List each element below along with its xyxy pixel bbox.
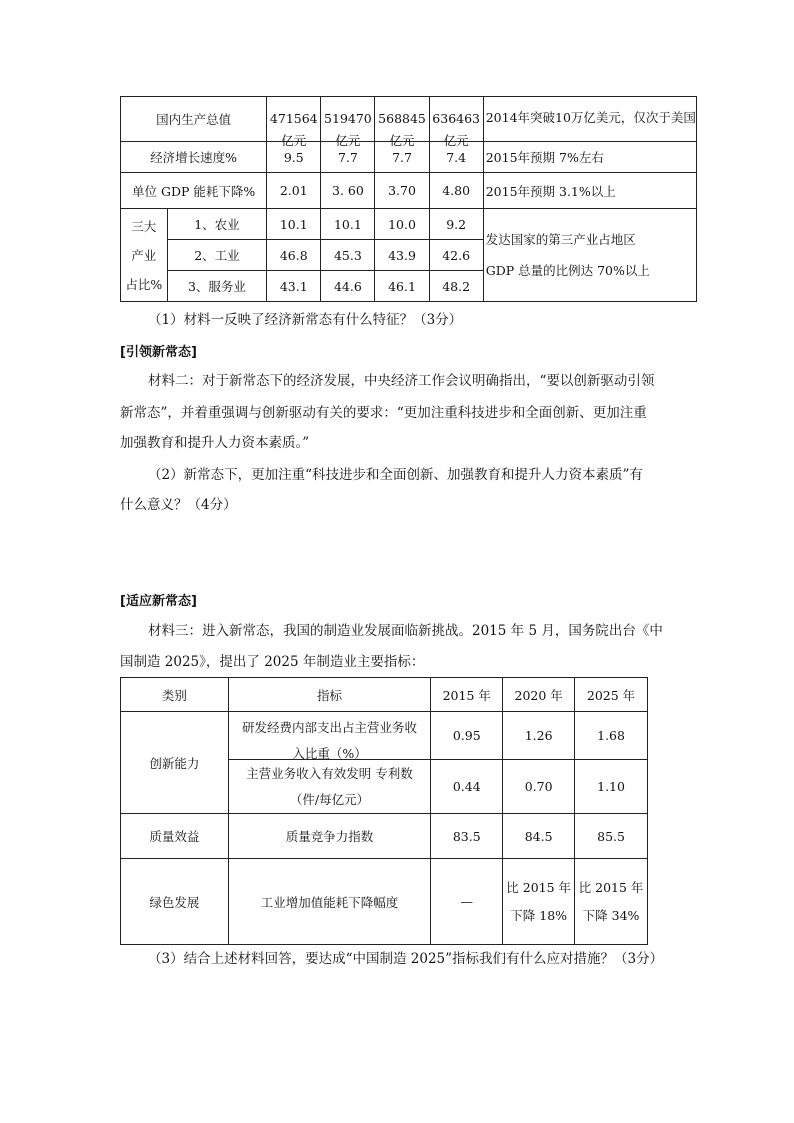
header-2015: 2015 年 bbox=[431, 678, 503, 712]
industry-label: 3、服务业 bbox=[167, 271, 267, 302]
energy-value: 4.80 bbox=[429, 173, 483, 209]
growth-value: 9.5 bbox=[267, 142, 321, 173]
table-row: 质量效益 质量竞争力指数 83.5 84.5 85.5 bbox=[121, 814, 648, 859]
industry-row: 三大 产业 占比% 1、农业 10.1 10.1 10.0 9.2 发达国家的第三产业占地区 GDP 总量的比例达 70%以上 bbox=[121, 209, 697, 240]
industry-row: 3、服务业 43.1 44.6 46.1 48.2 bbox=[121, 271, 697, 302]
category-quality: 质量效益 bbox=[121, 814, 229, 859]
indicator-text: 工业增加值能耗下降幅度 bbox=[228, 859, 431, 945]
industry-label: 1、农业 bbox=[167, 209, 267, 240]
growth-note: 2015年预期 7%左右 bbox=[483, 142, 696, 173]
growth-value: 7.7 bbox=[375, 142, 429, 173]
industry-note: 发达国家的第三产业占地区 GDP 总量的比例达 70%以上 bbox=[483, 209, 696, 302]
material-2-line: 材料二：对于新常态下的经济发展，中央经济工作会议明确指出，“要以创新驱动引领 bbox=[148, 373, 655, 389]
gdp-value: 568845 bbox=[378, 111, 426, 126]
energy-row bbox=[121, 173, 697, 209]
gdp-note: 2014年突破10万亿美元，仅次于美国 bbox=[485, 109, 696, 125]
table-row: 绿色发展 工业增加值能耗下降幅度 — 比 2015 年 下降 18% 比 2015 年 下降 34% bbox=[121, 859, 648, 945]
table-row: 主营业务收入有效发明 专利数 （件/每亿元） 0.44 0.70 1.10 bbox=[121, 760, 648, 814]
industry-label: 2、工业 bbox=[167, 240, 267, 271]
header-row bbox=[121, 678, 648, 712]
gdp-value: 519470 bbox=[324, 111, 372, 126]
indicator-text: 主营业务收入有效发明 专利数 bbox=[246, 765, 413, 781]
category-innovation: 创新能力 bbox=[121, 712, 229, 814]
indicator-text: 研发经费内部支出占主营业务收 bbox=[242, 719, 418, 735]
indicator-text: 质量竞争力指数 bbox=[228, 814, 431, 859]
section-heading-adapt: [适应新常态] bbox=[120, 594, 197, 609]
material-3-line: 材料三：进入新常态，我国的制造业发展面临新挑战。2015 年 5 月，国务院出台《中 bbox=[148, 623, 663, 639]
growth-value: 7.4 bbox=[429, 142, 483, 173]
question-2: （2）新常态下，更加注重“科技进步和全面创新、加强教育和提升人力资本素质”有 bbox=[148, 467, 643, 483]
header-2020: 2020 年 bbox=[503, 678, 575, 712]
gdp-value: 471564 bbox=[269, 111, 318, 126]
economic-data-table bbox=[120, 96, 697, 302]
table-row: 创新能力 研发经费内部支出占主营业务收 入比重（%） 0.95 1.26 1.68 bbox=[121, 712, 648, 760]
manufacturing-indicator-table bbox=[120, 677, 648, 945]
material-2-line: 新常态”，并着重强调与创新驱动有关的要求：“更加注重科技进步和全面创新、更加注重 bbox=[120, 405, 647, 421]
gdp-value: 636463 bbox=[432, 111, 481, 126]
industry-row: 2、工业 46.8 45.3 43.9 42.6 bbox=[121, 240, 697, 271]
gdp-row: 国内生产总值 471564 亿元 519470 亿元 568845 亿元 636463 亿元 2014年突破10万亿美元，仅次于美国 bbox=[121, 97, 697, 142]
material-3-line: 国制造 2025》，提出了 2025 年制造业主要指标： bbox=[120, 654, 425, 670]
header-2025: 2025 年 bbox=[575, 678, 648, 712]
industry-group-label: 三大 产业 占比% bbox=[121, 209, 168, 302]
energy-note: 2015年预期 3.1%以上 bbox=[483, 173, 696, 209]
question-1: （1）材料一反映了经济新常态有什么特征？（3分） bbox=[148, 312, 463, 328]
gdp-label: 国内生产总值 bbox=[121, 97, 267, 142]
material-2-line: 加强教育和提升人力资本素质。” bbox=[120, 435, 310, 451]
header-category: 类别 bbox=[121, 678, 229, 712]
energy-value: 2.01 bbox=[267, 173, 321, 209]
growth-label: 经济增长速度% bbox=[121, 142, 267, 173]
section-heading-lead: [引领新常态] bbox=[120, 345, 197, 360]
energy-label: 单位 GDP 能耗下降% bbox=[121, 173, 267, 209]
growth-value: 7.7 bbox=[321, 142, 375, 173]
energy-value: 3. 60 bbox=[321, 173, 375, 209]
energy-value: 3.70 bbox=[375, 173, 429, 209]
category-green: 绿色发展 bbox=[121, 859, 229, 945]
question-2-cont: 什么意义？（4分） bbox=[120, 497, 237, 513]
header-indicator: 指标 bbox=[228, 678, 431, 712]
question-3: （3）结合上述材料回答，要达成“中国制造 2025”指标我们有什么应对措施？（3分） bbox=[148, 951, 664, 967]
